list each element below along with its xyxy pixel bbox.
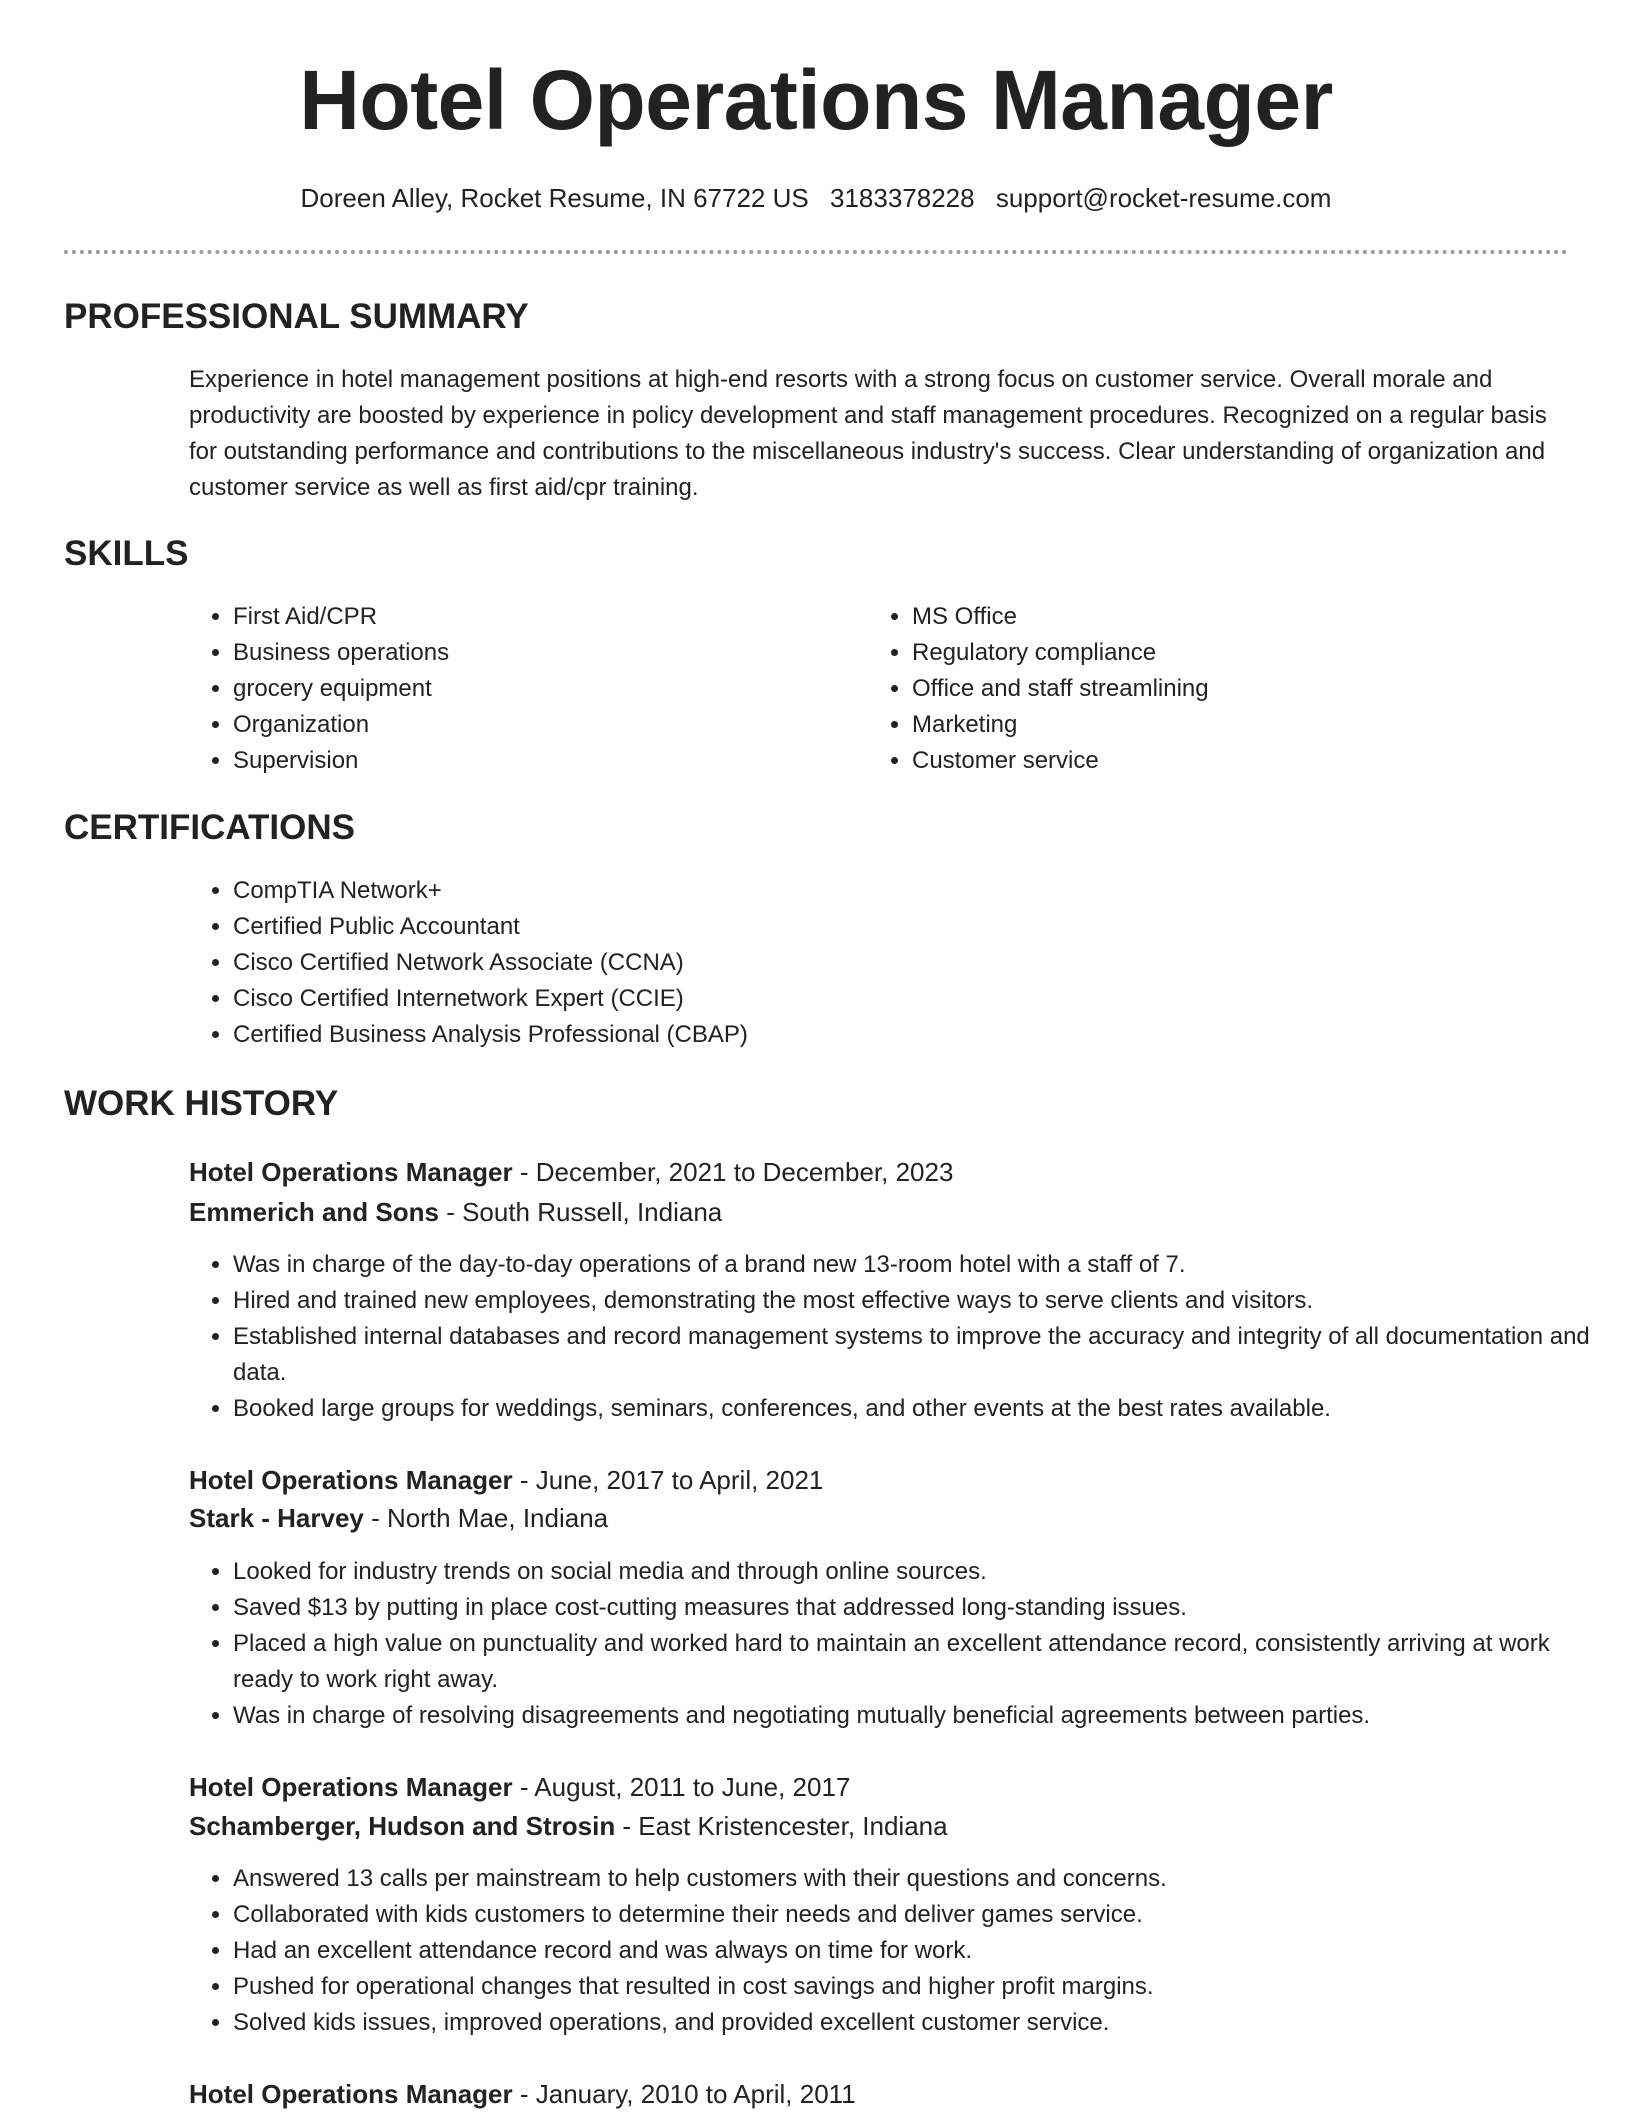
job-bullet: • Answered 13 calls per mainstream to help customers with their questions and concerns. — [233, 1861, 1593, 1897]
skill-item: • Marketing — [912, 707, 1472, 743]
contact-address: Doreen Alley, Rocket Resume, IN 67722 US — [300, 183, 809, 213]
summary-text: Experience in hotel management positions at high-end resorts with a strong focus on customer service. Overall morale and productivity are boosted by experience in policy development and staff management procedures. Recognized on a regular basis for outstanding performance and contributions to the miscellaneous industry's success. Clear understanding of organization and customer service as well as first aid/cpr training. — [189, 366, 1547, 501]
job-company: Emmerich and Sons — [189, 1197, 439, 1227]
job-bullet: • Solved kids issues, improved operations, and provided excellent customer service. — [233, 2005, 1593, 2041]
job-title-line — [189, 2076, 856, 2112]
job-bullet: • Had an excellent attendance record and was always on time for work. — [233, 1933, 1593, 1969]
job-company-line — [189, 1500, 608, 1536]
job-location: - East Kristencester, Indiana — [615, 1811, 948, 1841]
skill-item: • Customer service — [912, 743, 1472, 779]
resume-title: Hotel Operations Manager — [299, 53, 1333, 147]
skill-item: • Office and staff streamlining — [912, 671, 1472, 707]
job-bullet: • Collaborated with kids customers to determine their needs and deliver games service. — [233, 1897, 1593, 1933]
skills-heading: SKILLS — [64, 534, 189, 573]
job-bullet: • Booked large groups for weddings, seminars, conferences, and other events at the best rates available. — [233, 1391, 1593, 1427]
job-title-line — [189, 1769, 850, 1805]
job-company-line — [189, 1194, 722, 1230]
job-dates: - December, 2021 to December, 2023 — [512, 1157, 954, 1187]
certifications-list — [189, 873, 1433, 1053]
skill-item: • First Aid/CPR — [233, 599, 793, 635]
job-role: Hotel Operations Manager — [189, 1157, 513, 1187]
skill-item: • Organization — [233, 707, 793, 743]
work-history-heading: WORK HISTORY — [64, 1084, 339, 1123]
job-company: Stark - Harvey — [189, 1503, 364, 1533]
job-dates: - August, 2011 to June, 2017 — [512, 1772, 851, 1802]
job-location: - South Russell, Indiana — [438, 1197, 723, 1227]
contact-line — [0, 183, 1632, 213]
certification-item: • Certified Business Analysis Professional (CBAP) — [233, 1017, 1433, 1053]
contact-email: support@rocket-resume.com — [995, 183, 1332, 213]
skill-item: • Supervision — [233, 743, 793, 779]
job-company-line — [189, 1808, 948, 1844]
skill-item: • Business operations — [233, 635, 793, 671]
skill-item: • grocery equipment — [233, 671, 793, 707]
job-bullet: • Placed a high value on punctuality and worked hard to maintain an excellent attendance record, consistently arriving at work ready to work right away. — [233, 1626, 1593, 1698]
header-divider — [64, 250, 1568, 254]
job-bullet: • Was in charge of resolving disagreements and negotiating mutually beneficial agreements between parties. — [233, 1698, 1593, 1734]
skill-item: • Regulatory compliance — [912, 635, 1472, 671]
job-bullet: • Was in charge of the day-to-day operations of a brand new 13-room hotel with a staff of 7. — [233, 1247, 1593, 1283]
job-location: - North Mae, Indiana — [363, 1503, 609, 1533]
job-role: Hotel Operations Manager — [189, 1465, 513, 1495]
skills-list-left — [189, 599, 793, 779]
job-role: Hotel Operations Manager — [189, 2079, 513, 2109]
job-dates: - June, 2017 to April, 2021 — [512, 1465, 824, 1495]
summary-heading: PROFESSIONAL SUMMARY — [64, 297, 529, 336]
job-bullets — [189, 1554, 1593, 1734]
job-bullet: • Established internal databases and record management systems to improve the accuracy and integrity of all documentation and data. — [233, 1319, 1593, 1391]
certification-item: • Cisco Certified Internetwork Expert (CCIE) — [233, 981, 1433, 1017]
job-bullet: • Pushed for operational changes that resulted in cost savings and higher profit margins. — [233, 1969, 1593, 2005]
job-dates: - January, 2010 to April, 2011 — [512, 2079, 856, 2109]
job-bullets — [189, 1247, 1593, 1427]
job-bullet: • Looked for industry trends on social media and through online sources. — [233, 1554, 1593, 1590]
job-role: Hotel Operations Manager — [189, 1772, 513, 1802]
job-title-line — [189, 1154, 953, 1190]
certification-item: • Cisco Certified Network Associate (CCNA) — [233, 945, 1433, 981]
contact-phone: 3183378228 — [829, 183, 975, 213]
job-title-line — [189, 1462, 823, 1498]
job-company: Schamberger, Hudson and Strosin — [189, 1811, 616, 1841]
job-bullets — [189, 1861, 1593, 2041]
skills-list-right — [868, 599, 1472, 779]
job-bullet: • Saved $13 by putting in place cost-cutting measures that addressed long-standing issues. — [233, 1590, 1593, 1626]
skill-item: • MS Office — [912, 599, 1472, 635]
certification-item: • Certified Public Accountant — [233, 909, 1433, 945]
certifications-heading: CERTIFICATIONS — [64, 808, 356, 847]
job-bullet: • Hired and trained new employees, demonstrating the most effective ways to serve clients and visitors. — [233, 1283, 1593, 1319]
certification-item: • CompTIA Network+ — [233, 873, 1433, 909]
